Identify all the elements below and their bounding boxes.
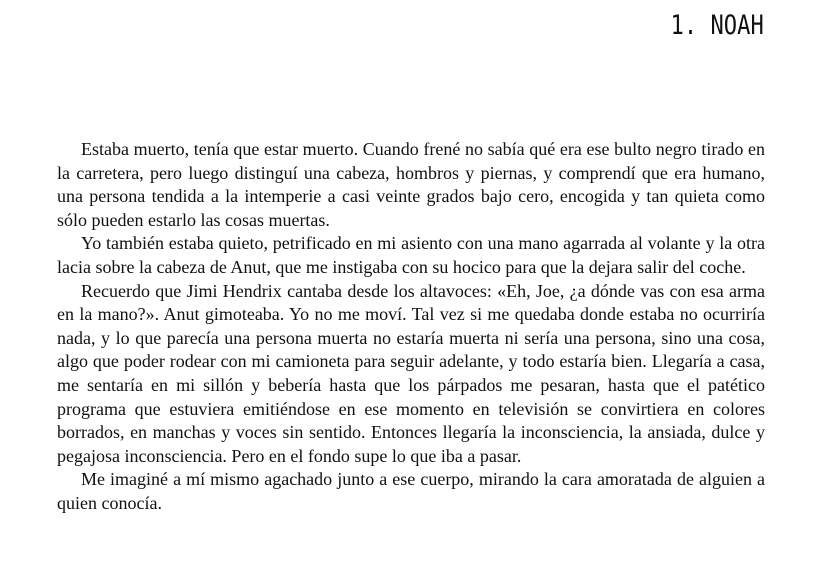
- paragraph: Me imaginé a mí mismo agachado junto a ese cuerpo, mirando la cara amoratada de alguien a quien conocía.: [57, 469, 765, 513]
- chapter-heading: 1. NOAH: [670, 10, 764, 41]
- paragraph: Estaba muerto, tenía que estar muerto. Cuando frené no sabía qué era ese bulto negro tirado en la carretera, pero luego distinguí una cabeza, hombros y piernas, y comprendí que era humano, una persona tendida a la intemperie a casi veinte grados bajo cero, encogida y tan quieta como sólo pueden estarlo las cosas muertas.: [57, 139, 765, 230]
- chapter-body: [57, 138, 765, 516]
- paragraph: Recuerdo que Jimi Hendrix cantaba desde los altavoces: «Eh, Joe, ¿a dónde vas con esa arma en la mano?». Anut gimoteaba. Yo no me moví. Tal vez si me quedaba donde estaba no ocurriría nada, y lo que parecía una persona muerta no estaría muerta ni sería una persona, sino una cosa, algo que poder rodear con mi camioneta para seguir adelante, y todo estaría bien. Llegaría a casa, me sentaría en mi sillón y bebería hasta que los párpados me pesaran, hasta que el patético programa que estuviera emitiéndose en ese momento en televisión se convirtiera en colores borrados, en manchas y voces sin sentido. Entonces llegaría la inconsciencia, la ansiada, dulce y pegajosa inconsciencia. Pero en el fondo supe lo que iba a pasar.: [57, 280, 765, 466]
- paragraph: Yo también estaba quieto, petrificado en mi asiento con una mano agarrada al volante y la otra lacia sobre la cabeza de Anut, que me instigaba con su hocico para que la dejara salir del coche.: [57, 233, 765, 277]
